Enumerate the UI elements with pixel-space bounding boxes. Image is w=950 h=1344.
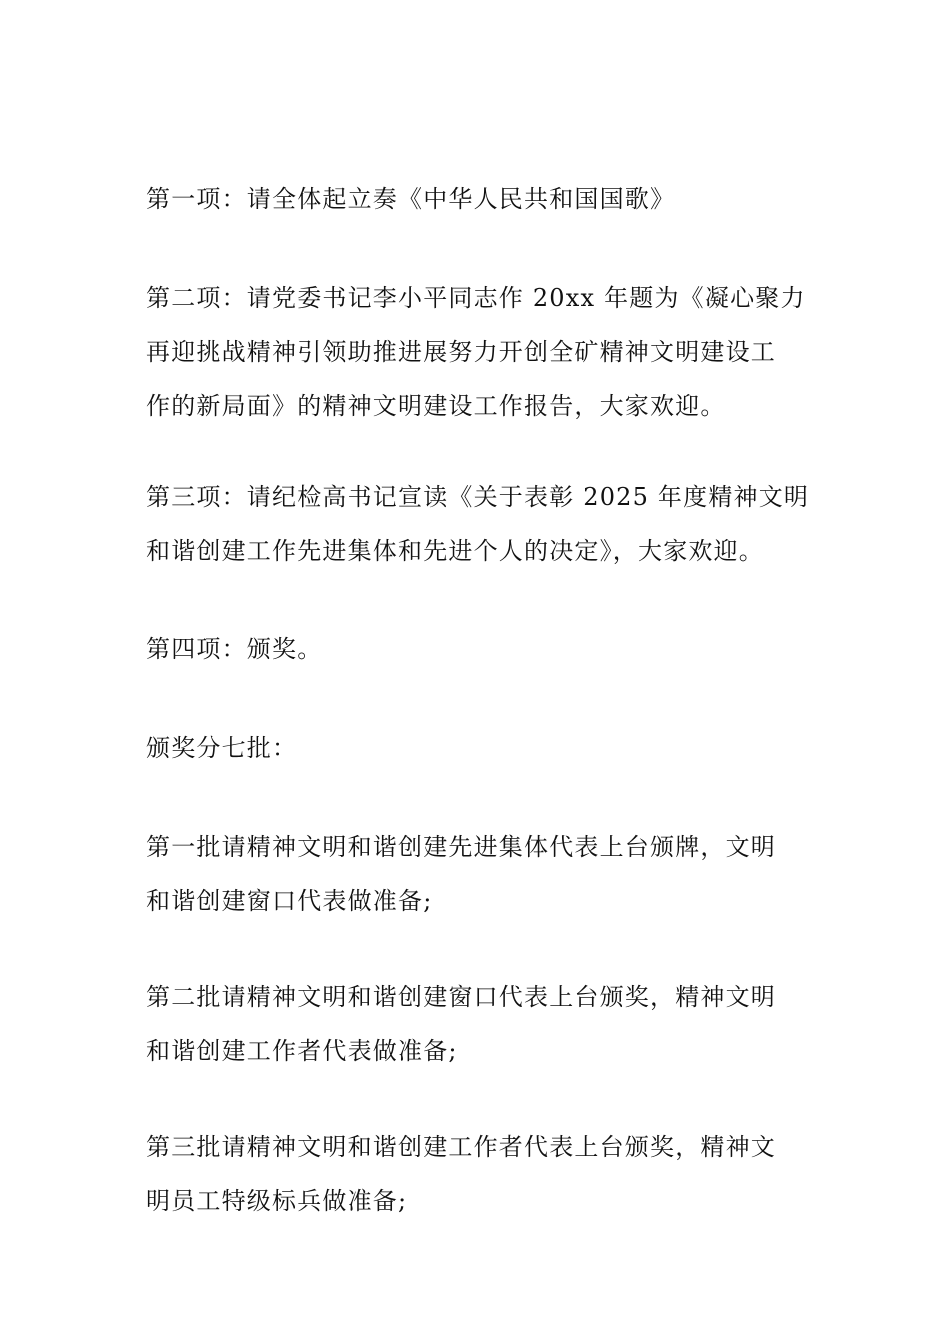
paragraph-item-7	[146, 970, 806, 1078]
paragraph-item-4	[146, 622, 806, 676]
paragraph-item-1	[146, 172, 806, 226]
paragraph-line: 和谐创建窗口代表做准备;	[146, 887, 433, 915]
paragraph-line: 颁奖分七批：	[146, 734, 298, 762]
paragraph-line: 第四项：颁奖。	[146, 635, 323, 663]
paragraph-line: 明员工特级标兵做准备;	[146, 1187, 408, 1215]
paragraph-line: 和谐创建工作先进集体和先进个人的决定》，大家欢迎。	[146, 537, 764, 565]
paragraph-item-6	[146, 820, 806, 928]
paragraph-item-5	[146, 721, 806, 775]
paragraph-line: 第一项：请全体起立奏《中华人民共和国国歌》	[146, 185, 676, 213]
paragraph-line: 再迎挑战精神引领助推进展努力开创全矿精神文明建设工	[146, 338, 776, 366]
paragraph-line: 和谐创建工作者代表做准备;	[146, 1037, 458, 1065]
paragraph-item-2	[146, 271, 806, 433]
paragraph-line: 作的新局面》的精神文明建设工作报告，大家欢迎。	[146, 392, 726, 420]
paragraph-line: 第一批请精神文明和谐创建先进集体代表上台颁牌，文明	[146, 833, 776, 861]
paragraph-line: 第二项：请党委书记李小平同志作 20xx 年题为《凝心聚力	[146, 284, 806, 312]
paragraph-item-3	[146, 470, 810, 578]
paragraph-line: 第二批请精神文明和谐创建窗口代表上台颁奖，精神文明	[146, 983, 776, 1011]
paragraph-item-8	[146, 1120, 806, 1228]
paragraph-line: 第三批请精神文明和谐创建工作者代表上台颁奖，精神文	[146, 1133, 776, 1161]
paragraph-line: 第三项：请纪检高书记宣读《关于表彰 2025 年度精神文明	[146, 483, 810, 511]
